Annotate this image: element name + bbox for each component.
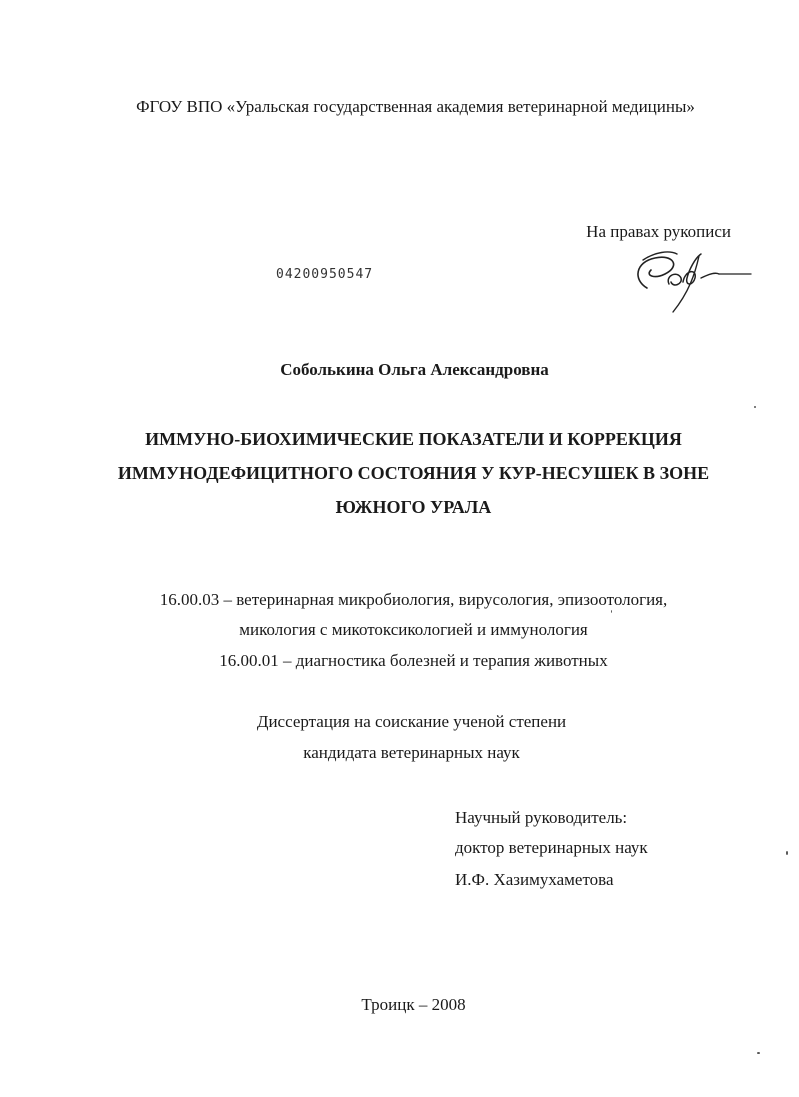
specialty-line-1: 16.00.03 – ветеринарная микробиология, вирусология, эпизоотология,: [159, 590, 668, 609]
scan-speck: [611, 610, 612, 613]
manuscript-rights-note: На правах рукописи: [586, 222, 731, 241]
dissertation-line-1: Диссертация на соискание ученой степени: [256, 712, 567, 731]
supervisor-label: Научный руководитель:: [455, 808, 628, 827]
supervisor-name: И.Ф. Хазимухаметова: [455, 870, 614, 889]
thesis-title-line-1: ИММУНО-БИОХИМИЧЕСКИЕ ПОКАЗАТЕЛИ И КОРРЕКЦИЯ: [145, 429, 682, 449]
thesis-title-line-2: ИММУНОДЕФИЦИТНОГО СОСТОЯНИЯ У КУР-НЕСУШЕК В ЗОНЕ: [117, 463, 710, 483]
archive-number: 04200950547: [276, 267, 374, 282]
scan-speck: [786, 851, 788, 855]
scan-speck: [754, 406, 756, 408]
dissertation-line-2: кандидата ветеринарных наук: [303, 743, 520, 762]
thesis-title-line-3: ЮЖНОГО УРАЛА: [335, 497, 492, 517]
specialty-line-2: микология с микотоксикологией и иммунология: [239, 620, 588, 639]
author-name: Соболькина Ольга Александровна: [280, 360, 549, 379]
specialty-line-3: 16.00.01 – диагностика болезней и терапия животных: [219, 651, 608, 670]
supervisor-degree: доктор ветеринарных наук: [455, 838, 648, 857]
institution-name: ФГОУ ВПО «Уральская государственная академия ветеринарной медицины»: [136, 97, 695, 116]
place-and-year: Троицк – 2008: [361, 995, 466, 1014]
scan-speck: [757, 1052, 760, 1054]
handwritten-signature: [625, 240, 755, 320]
